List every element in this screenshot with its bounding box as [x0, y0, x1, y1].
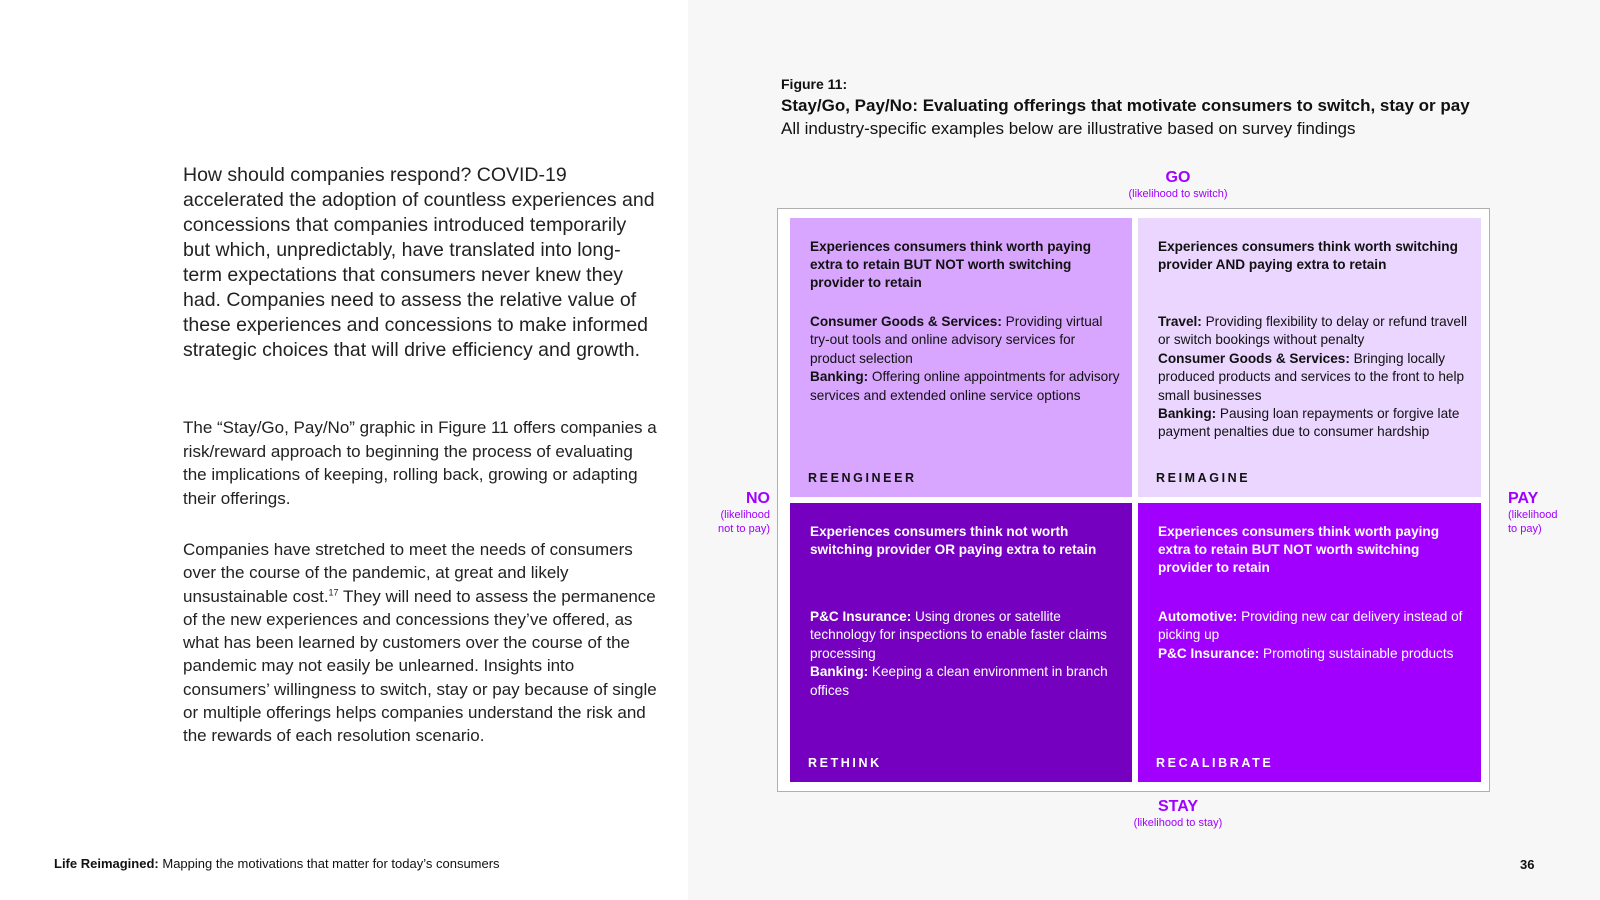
- quadrant-examples: [810, 608, 1120, 700]
- quadrant-rethink: [790, 503, 1132, 782]
- footer-document-title: [54, 856, 500, 871]
- quadrant-heading: Experiences consumers think worth paying extra to retain BUT NOT worth switching provider to retain: [810, 239, 1092, 290]
- example-item: [1158, 405, 1468, 442]
- axis-no-title: NO: [746, 490, 770, 507]
- example-text: Bringing locally produced products and services to the front to help small businesses: [1158, 350, 1465, 403]
- example-text: Offering online appointments for advisory services and extended online service options: [810, 369, 1120, 403]
- figure-title: Stay/Go, Pay/No: Evaluating offerings that motivate consumers to switch, stay or pay: [781, 96, 1470, 115]
- industry-name: Consumer Goods & Services:: [1158, 350, 1350, 366]
- axis-go-subtitle: (likelihood to switch): [1128, 188, 1228, 200]
- body-paragraph-3: [183, 538, 658, 748]
- industry-name: Travel:: [1158, 314, 1202, 329]
- quadrant-label: RECALIBRATE: [1156, 756, 1274, 770]
- body-paragraph-3-part-2: They will need to assess the permanence of the new experiences and concessions they’ve offered, as what has been learned by customers over the course of the pandemic may not easily be unlearned. Insights into consumers’ willingness to switch, stay or pay because of single or multiple offerings helps companies understand the risk and the rewards of each resolution scenario.: [183, 586, 657, 746]
- quadrant-reengineer: [790, 218, 1132, 497]
- industry-name: P&C Insurance:: [1158, 645, 1260, 661]
- quadrant-examples: [810, 313, 1120, 405]
- axis-stay-subtitle: (likelihood to stay): [1133, 817, 1223, 829]
- body-paragraph-1: How should companies respond? COVID-19 accelerated the adoption of countless experiences and concessions that companies introduced temporarily but which, unpredictably, have translated into long-term expectations that consumers never knew they had. Companies need to assess the relative value of these experiences and concessions to make informed strategic choices that will drive efficiency and growth.: [183, 164, 655, 361]
- axis-label-no: [690, 490, 770, 536]
- example-item: [1158, 645, 1468, 663]
- example-text: Pausing loan repayments or forgive late payment penalties due to consumer hardship: [1158, 406, 1460, 440]
- quadrant-heading: Experiences consumers think worth paying extra to retain BUT NOT worth switching provider to retain: [1158, 524, 1440, 575]
- footnote-reference[interactable]: 17: [328, 586, 339, 597]
- quadrant-label: REIMAGINE: [1156, 471, 1251, 485]
- quadrant-heading: Experiences consumers think not worth switching provider OR paying extra to retain: [810, 524, 1097, 557]
- quadrant-reimagine: [1138, 218, 1481, 497]
- axis-label-stay: [1078, 798, 1278, 830]
- industry-name: Automotive:: [1158, 609, 1238, 624]
- footer-title-bold: Life Reimagined:: [54, 856, 159, 871]
- page-number: 36: [1520, 857, 1535, 872]
- axis-go-title: GO: [1165, 169, 1191, 186]
- industry-name: P&C Insurance:: [810, 609, 912, 624]
- footer-title-rest: Mapping the motivations that matter for today’s consumers: [158, 856, 500, 871]
- industry-name: Banking:: [1158, 406, 1217, 422]
- industry-name: Banking:: [810, 369, 869, 385]
- axis-pay-subtitle-line-1: (likelihood: [1508, 509, 1558, 521]
- example-item: [810, 663, 1120, 700]
- quadrant-recalibrate: [1138, 503, 1481, 782]
- axis-pay-subtitle-line-2: to pay): [1508, 523, 1542, 535]
- body-paragraph-2: The “Stay/Go, Pay/No” graphic in Figure 11 offers companies a risk/reward approach to beginning the process of evaluating the implications of keeping, rolling back, growing or adapting their offerings.: [183, 418, 657, 508]
- figure-label: Figure 11:: [781, 76, 848, 92]
- example-text: Providing virtual try-out tools and online advisory services for product selection: [810, 314, 1103, 366]
- quadrant-label: REENGINEER: [808, 471, 917, 485]
- quadrant-label: RETHINK: [808, 756, 882, 770]
- example-text: Using drones or satellite technology for inspections to enable faster claims processing: [810, 609, 1107, 661]
- example-text: Keeping a clean environment in branch offices: [810, 664, 1108, 698]
- body-paragraph-3-part-1: Companies have stretched to meet the needs of consumers over the course of the pandemic, at great and likely unsustainable cost.: [183, 540, 633, 606]
- axis-no-subtitle-line-1: (likelihood: [720, 509, 770, 521]
- quadrant-examples: [1158, 313, 1468, 442]
- axis-stay-title: STAY: [1157, 798, 1198, 815]
- example-item: [1158, 313, 1468, 350]
- axis-label-pay: [1508, 490, 1588, 536]
- example-text: Promoting sustainable products: [1259, 645, 1454, 661]
- quadrant-examples: [1158, 608, 1468, 663]
- example-text: Providing flexibility to delay or refund travell or switch bookings without penalty: [1158, 314, 1468, 348]
- quadrant-heading: Experiences consumers think worth switching provider AND paying extra to retain: [1158, 239, 1458, 272]
- industry-name: Consumer Goods & Services:: [810, 314, 1002, 329]
- example-item: [810, 313, 1120, 368]
- example-item: [810, 608, 1120, 663]
- example-item: [810, 368, 1120, 405]
- example-item: [1158, 350, 1468, 405]
- axis-pay-title: PAY: [1508, 490, 1539, 507]
- axis-no-subtitle-line-2: not to pay): [718, 523, 770, 535]
- axis-label-go: [1078, 169, 1278, 201]
- example-text: Providing new car delivery instead of picking up: [1158, 609, 1463, 643]
- figure-subtitle: All industry-specific examples below are illustrative based on survey findings: [781, 119, 1356, 138]
- industry-name: Banking:: [810, 664, 869, 680]
- example-item: [1158, 608, 1468, 645]
